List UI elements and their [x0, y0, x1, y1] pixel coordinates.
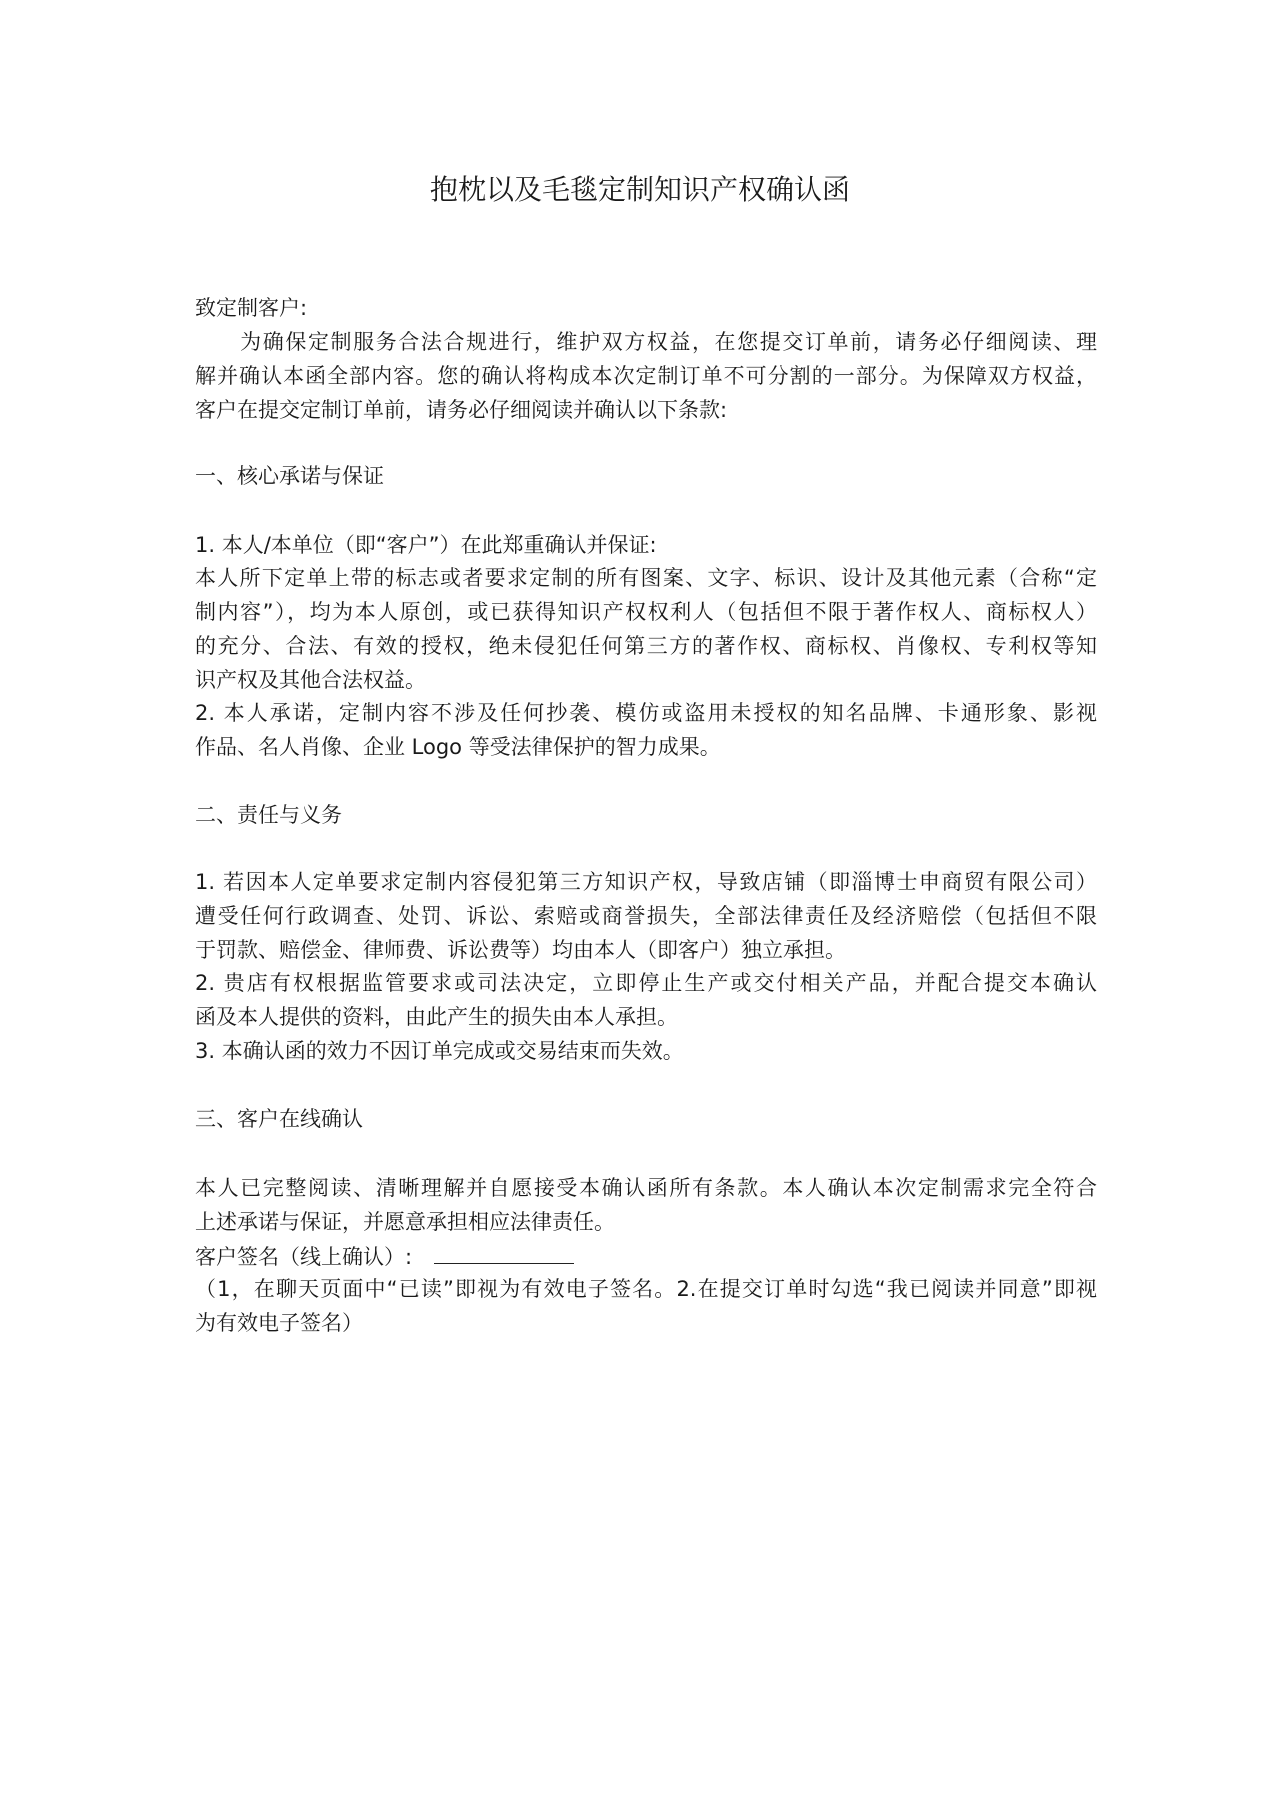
section2-line: 1. 若因本人定单要求定制内容侵犯第三方知识产权，导致店铺（即淄博士申商贸有限公司）: [195, 870, 1097, 894]
section2-line: 遭受任何行政调查、处罚、诉讼、索赔或商誉损失，全部法律责任及经济赔偿（包括但不限: [195, 904, 1097, 928]
section2-line: 3. 本确认函的效力不因订单完成或交易结束而失效。: [195, 1039, 684, 1063]
section2-line: 于罚款、赔偿金、律师费、诉讼费等）均由本人（即客户）独立承担。: [195, 938, 846, 962]
signature-note-line: 为有效电子签名）: [195, 1311, 363, 1335]
signature-line[interactable]: [434, 1241, 574, 1264]
section2-heading: 二、责任与义务: [195, 803, 342, 827]
section3-line: 本人已完整阅读、清晰理解并自愿接受本确认函所有条款。本人确认本次定制需求完全符合: [195, 1176, 1097, 1200]
intro-line: 为确保定制服务合法合规进行，维护双方权益，在您提交订单前，请务必仔细阅读、理: [195, 330, 1097, 354]
intro-line: 客户在提交定制订单前，请务必仔细阅读并确认以下条款:: [195, 398, 728, 422]
section2-line: 2. 贵店有权根据监管要求或司法决定，立即停止生产或交付相关产品，并配合提交本确认: [195, 971, 1097, 995]
section1-line: 识产权及其他合法权益。: [195, 668, 426, 692]
signature-row: [195, 1241, 1097, 1272]
salutation: 致定制客户:: [195, 296, 308, 320]
section1-line: 2. 本人承诺，定制内容不涉及任何抄袭、模仿或盗用未授权的知名品牌、卡通形象、影视: [195, 701, 1097, 725]
section1-line: 作品、名人肖像、企业 Logo 等受法律保护的智力成果。: [195, 735, 721, 759]
section1-line: 制内容”），均为本人原创，或已获得知识产权权利人（包括但不限于著作权人、商标权人）: [195, 600, 1097, 624]
section1-line: 1. 本人/本单位（即“客户”）在此郑重确认并保证:: [195, 533, 657, 557]
signature-note-line: （1，在聊天页面中“已读”即视为有效电子签名。2.在提交订单时勾选“我已阅读并同意”即视: [195, 1277, 1097, 1301]
signature-label: 客户签名（线上确认）:: [195, 1245, 413, 1269]
section1-line: 本人所下定单上带的标志或者要求定制的所有图案、文字、标识、设计及其他元素（合称“定: [195, 566, 1097, 590]
section3-line: 上述承诺与保证，并愿意承担相应法律责任。: [195, 1210, 615, 1234]
section2-line: 函及本人提供的资料，由此产生的损失由本人承担。: [195, 1005, 678, 1029]
document-title: 抱枕以及毛毯定制知识产权确认函: [429, 173, 850, 206]
section1-heading: 一、核心承诺与保证: [195, 464, 384, 488]
section3-heading: 三、客户在线确认: [195, 1107, 363, 1131]
section1-line: 的充分、合法、有效的授权，绝未侵犯任何第三方的著作权、商标权、肖像权、专利权等知: [195, 634, 1097, 658]
intro-line: 解并确认本函全部内容。您的确认将构成本次定制订单不可分割的一部分。为保障双方权益，: [195, 364, 1097, 388]
